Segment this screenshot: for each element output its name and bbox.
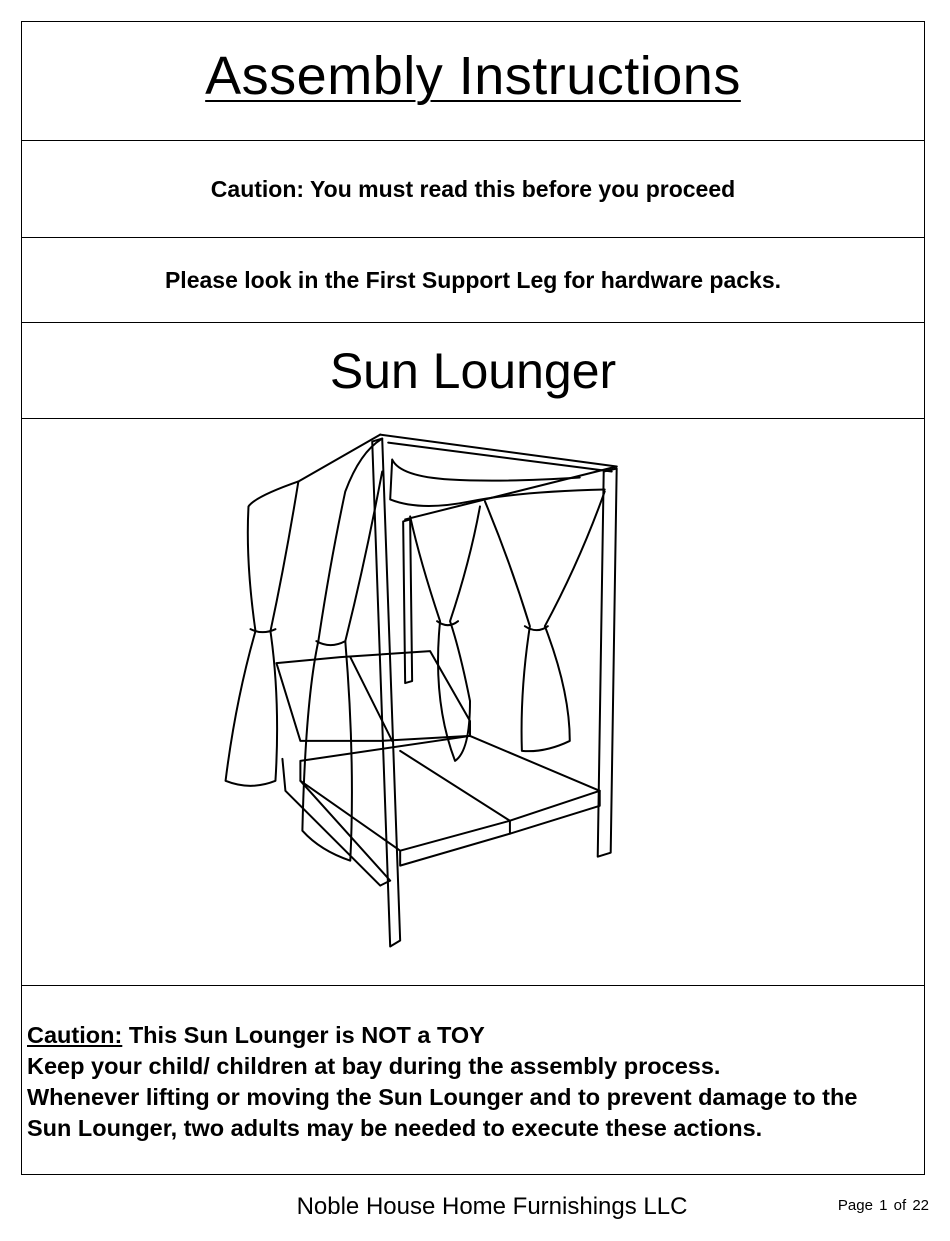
title-section [22,22,924,141]
lounger-base-frame [282,758,390,885]
left-curtain-tie [250,629,275,632]
back-curtain-ties [437,621,548,630]
safety-line-3: Whenever lifting or moving the Sun Lounger and to prevent damage to the [27,1084,858,1110]
safety-caution-label: Caution: [27,1022,123,1048]
front-left-leg [372,438,400,946]
instruction-page-frame [21,21,925,1175]
lounger-seat-cushion [300,735,599,850]
page-label: Page [837,1197,873,1214]
front-curtain-tie [316,641,345,645]
sun-lounger-illustration [22,419,924,986]
hardware-section [22,238,924,323]
product-name: Sun Lounger [329,342,617,399]
back-curtain-right [485,491,605,751]
seat-cushion-front-edge [400,790,600,865]
caution-section [22,141,924,238]
canopy-front-rail [298,434,380,481]
page-title: Assembly Instructions [205,46,741,106]
safety-line-4: Sun Lounger, two adults may be needed to execute these actions. [27,1115,763,1141]
safety-line-1 [27,1020,857,1051]
safety-line-2: Keep your child/ children at bay during the assembly process. [27,1053,721,1079]
illustration-section [22,419,924,986]
canopy-top-rail-left-inner [388,442,612,471]
page-total: 22 [912,1197,929,1214]
left-curtain [226,481,299,785]
page-number: 1 [879,1197,888,1214]
backrest-divider [350,657,392,741]
canopy-top-rail-left [380,434,616,466]
page-indicator [838,1197,929,1214]
caution-notice: Caution: You must read this before you proceed [210,175,736,202]
safety-notes [27,1020,857,1144]
safety-section [22,986,924,1176]
back-leg [403,519,412,683]
product-section [22,323,924,419]
seat-cushion-divider [400,750,510,833]
canopy-back-rail [405,466,617,519]
lounger-backrest [276,651,470,741]
hardware-notice: Please look in the First Support Leg for hardware packs. [164,266,782,293]
safety-line-1-text: This Sun Lounger is NOT a TOY [122,1022,485,1048]
page-of: of [893,1197,907,1214]
company-name: Noble House Home Furnishings LLC [296,1193,688,1220]
